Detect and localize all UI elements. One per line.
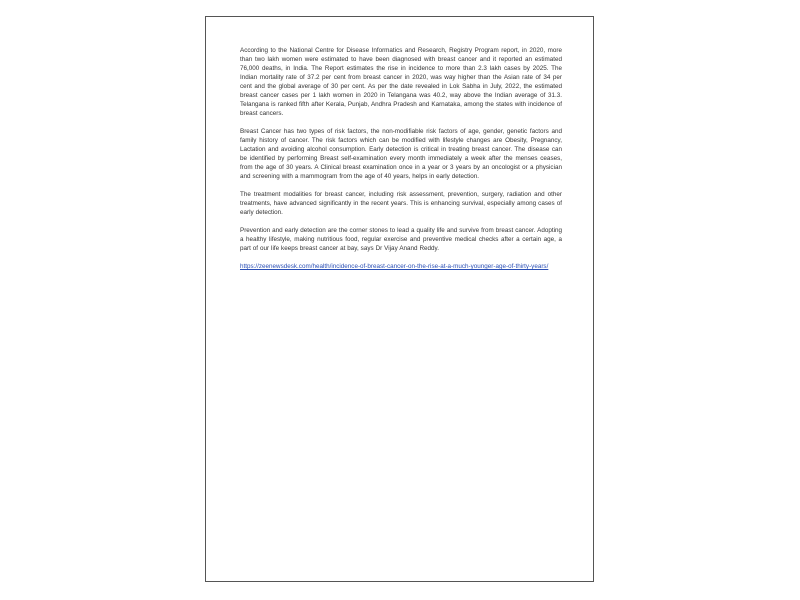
document-body <box>240 46 562 280</box>
document-page <box>205 16 594 582</box>
paragraph-treatment: The treatment modalities for breast cancer, including risk assessment, prevention, surgery, radiation and other treatments, have advanced significantly in the recent years. This is enhancing survival, especially among cases of early detection. <box>240 191 562 216</box>
paragraph-prevention: Prevention and early detection are the corner stones to lead a quality life and survive from breast cancer. Adopting a healthy lifestyle, making nutritious food, regular exercise and preventive medical checks after a certain age, a part of our life keeps breast cancer at bay, says Dr Vijay Anand Reddy. <box>240 227 562 252</box>
paragraph-risk-factors: Breast Cancer has two types of risk factors, the non-modifiable risk factors of age, gender, genetic factors and family history of cancer. The risk factors which can be modified with lifestyle changes are Obesity, Pregnancy, Lactation and avoiding alcohol consumption. Early detection is critical in treating breast cancer. The disease can be identified by performing Breast self-examination every month immediately a week after the menses ceases, from the age of 30 years. A Clinical breast examination once in a year or 3 years by an oncologist or a physician and screening with a mammogram from the age of 40 years, helps in early detection. <box>240 128 562 180</box>
paragraph-incidence: According to the National Centre for Disease Informatics and Research, Registry Program report, in 2020, more than two lakh women were estimated to have been diagnosed with breast cancer and it reported an estimated 76,000 deaths, in India. The Report estimates the rise in incidence to more than 2.3 lakh cases by 2025. The Indian mortality rate of 37.2 per cent from breast cancer in 2020, was way higher than the Asian rate of 34 per cent and the global average of 30 per cent. As per the date revealed in Lok Sabha in July, 2022, the estimated breast cancer cases per 1 lakh women in 2020 in Telangana was 40.2, way above the Indian average of 31.3. Telangana is ranked fifth after Kerala, Punjab, Andhra Pradesh and Karnataka, among the states with incidence of breast cancers. <box>240 47 562 117</box>
source-link[interactable]: https://zeenewsdesk.com/health/incidence-of-breast-cancer-on-the-rise-at-a-much-younger-age-of-thirty-years/ <box>240 263 549 270</box>
source-link-paragraph <box>240 262 562 271</box>
